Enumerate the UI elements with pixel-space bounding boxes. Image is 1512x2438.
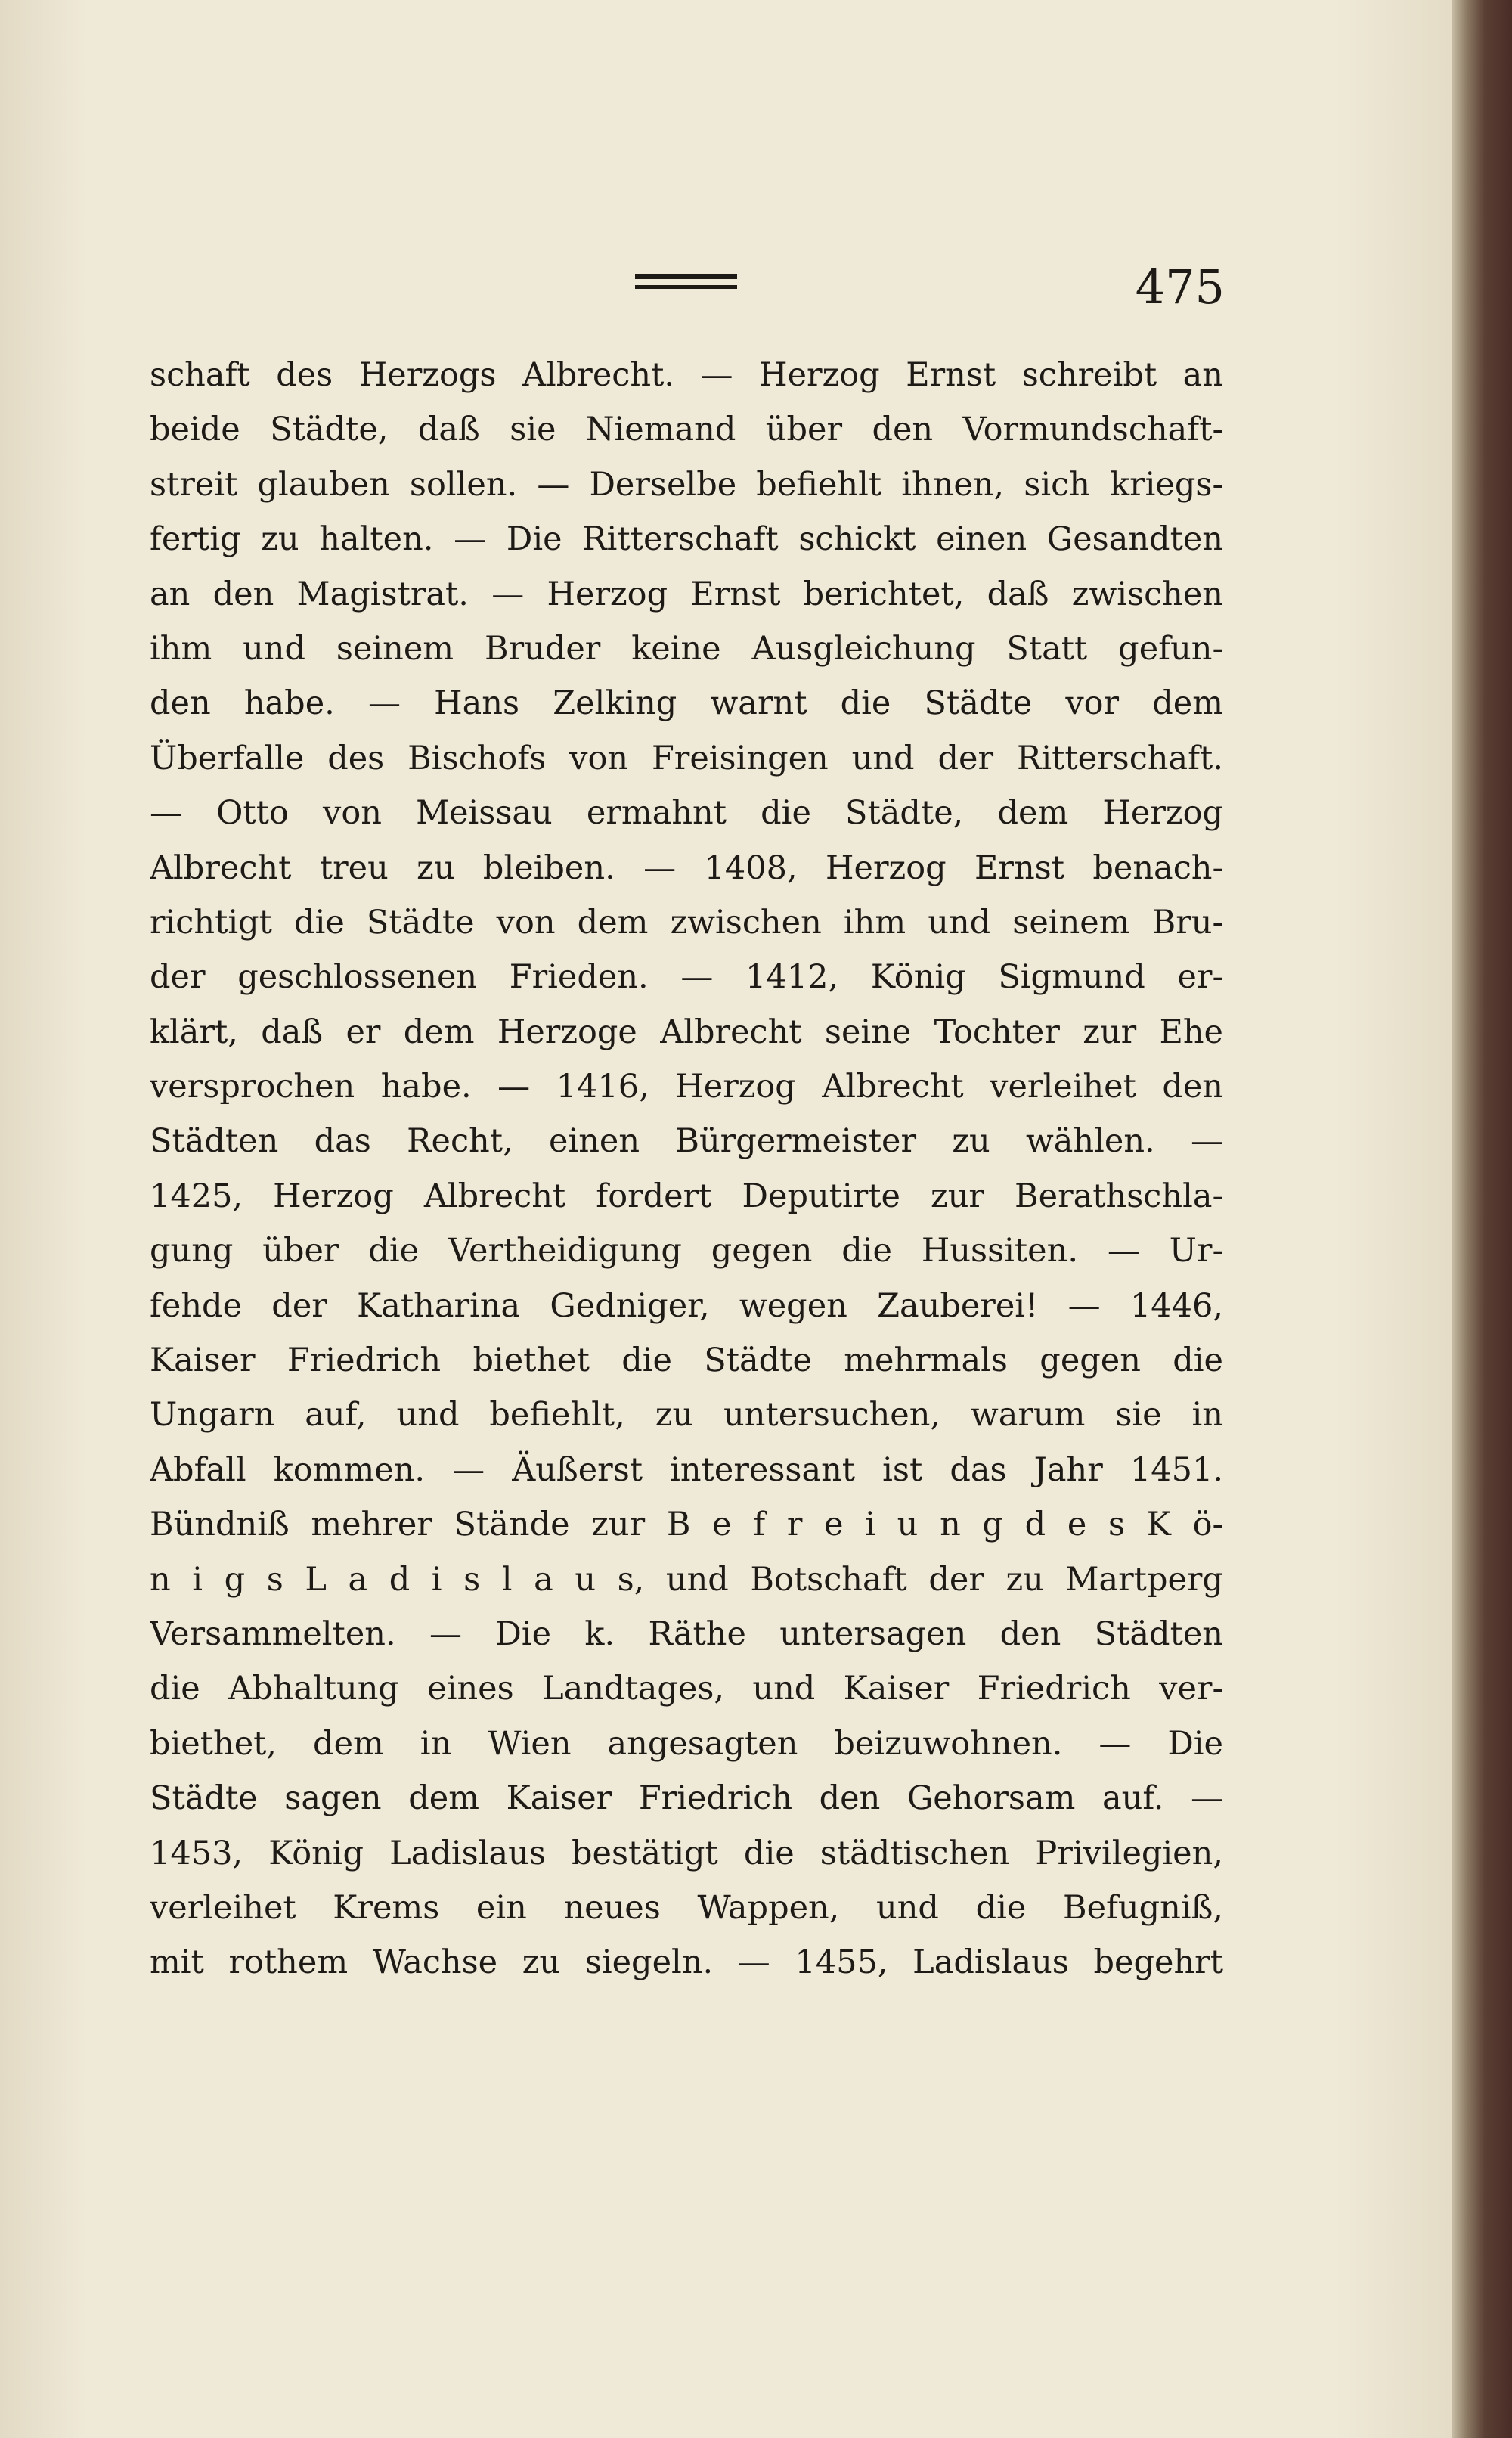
text-line: verleihet Krems ein neues Wappen, und die Befugniß,: [150, 1888, 1223, 1927]
text-line: versprochen habe. — 1416, Herzog Albrecht verleihet den: [150, 1068, 1223, 1106]
text-line: streit glauben sollen. — Derselbe befiehlt ihnen, sich kriegs-: [150, 465, 1223, 504]
text-line: Städte sagen dem Kaiser Friedrich den Gehorsam auf. —: [150, 1779, 1223, 1818]
text-line: fertig zu halten. — Die Ritterschaft schickt einen Gesandten: [150, 520, 1223, 559]
text-line: gung über die Vertheidigung gegen die Hussiten. — Ur-: [150, 1232, 1223, 1270]
page-number: 475: [1135, 259, 1225, 315]
text-line: ihm und seinem Bruder keine Ausgleichung Statt gefun-: [150, 629, 1223, 668]
text-line: Ungarn auf, und befiehlt, zu untersuchen, warum sie in: [150, 1396, 1223, 1435]
text-line: Versammelten. — Die k. Räthe untersagen den Städten: [150, 1614, 1223, 1653]
body-text: [150, 348, 1223, 1990]
text-line: biethet, dem in Wien angesagten beizuwohnen. — Die: [150, 1724, 1223, 1763]
text-line: den habe. — Hans Zelking warnt die Städte vor dem: [150, 684, 1223, 723]
header-rule: [635, 274, 737, 289]
text-line: der geschlossenen Frieden. — 1412, König Sigmund er-: [150, 958, 1223, 997]
text-line: fehde der Katharina Gedniger, wegen Zauberei! — 1446,: [150, 1286, 1223, 1325]
page-header: [151, 257, 1225, 325]
text-line: mit rothem Wachse zu siegeln. — 1455, Ladislaus begehrt: [150, 1943, 1223, 1982]
text-line: 1453, König Ladislaus bestätigt die städtischen Privilegien,: [150, 1834, 1223, 1872]
text-line: n i g s L a d i s l a u s, und Botschaft der zu Martperg: [150, 1560, 1223, 1599]
text-line: schaft des Herzogs Albrecht. — Herzog Ernst schreibt an: [150, 356, 1223, 394]
text-line: richtigt die Städte von dem zwischen ihm und seinem Bru-: [150, 903, 1223, 941]
text-line: 1425, Herzog Albrecht fordert Deputirte zur Berathschla-: [150, 1177, 1223, 1215]
text-line: Bündniß mehrer Stände zur B e f r e i u n g d e s K ö-: [150, 1506, 1223, 1544]
text-line: Abfall kommen. — Äußerst interessant ist das Jahr 1451.: [150, 1450, 1223, 1489]
text-line: beide Städte, daß sie Niemand über den Vormundschaft-: [150, 411, 1223, 449]
text-line: Albrecht treu zu bleiben. — 1408, Herzog Ernst benach-: [150, 848, 1223, 887]
text-line: — Otto von Meissau ermahnt die Städte, dem Herzog: [150, 794, 1223, 833]
text-line: Städten das Recht, einen Bürgermeister zu wählen. —: [150, 1122, 1223, 1161]
text-line: an den Magistrat. — Herzog Ernst berichtet, daß zwischen: [150, 575, 1223, 613]
book-edge: [1452, 0, 1512, 2438]
text-line: die Abhaltung eines Landtages, und Kaiser Friedrich ver-: [150, 1670, 1223, 1708]
text-line: Kaiser Friedrich biethet die Städte mehrmals gegen die: [150, 1342, 1223, 1380]
text-line: klärt, daß er dem Herzoge Albrecht seine Tochter zur Ehe: [150, 1013, 1223, 1051]
text-line: Überfalle des Bischofs von Freisingen und der Ritterschaft.: [150, 739, 1223, 777]
